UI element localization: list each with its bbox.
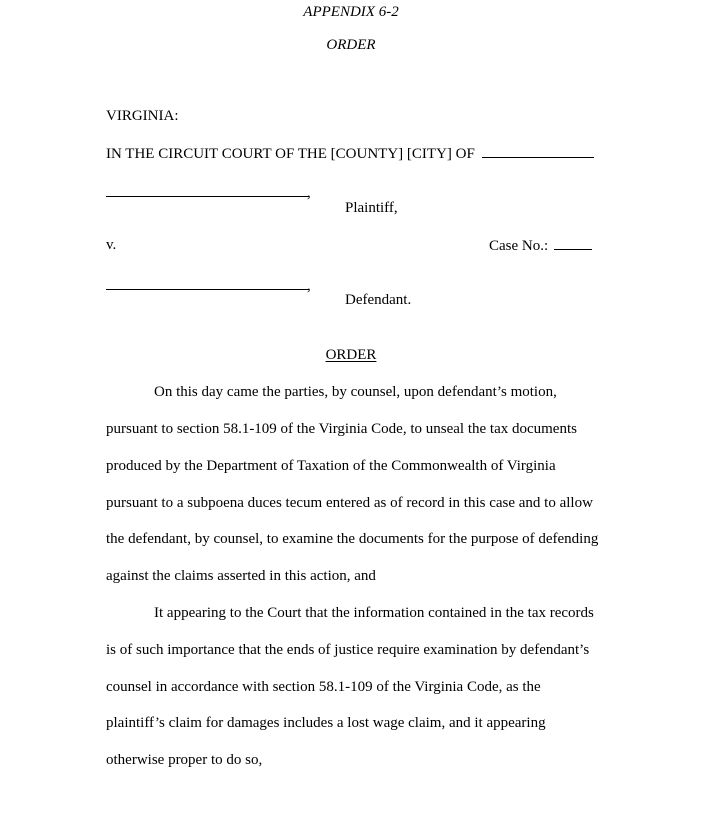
case-number (489, 236, 592, 255)
versus-label: v. (106, 237, 117, 253)
court-line-text: IN THE CIRCUIT COURT OF THE [COUNTY] [CITY] OF (106, 146, 475, 162)
paragraph1-line: against the claims asserted in this action, and (106, 568, 376, 584)
paragraph2-line: plaintiff’s claim for damages includes a lost wage claim, and it appearing (106, 715, 546, 731)
plaintiff-label: Plaintiff, (345, 200, 398, 216)
paragraph2-line: It appearing to the Court that the information contained in the tax records (154, 605, 594, 621)
jurisdiction-blank (482, 144, 594, 158)
paragraph2-line: is of such importance that the ends of justice require examination by defendant’s (106, 642, 590, 658)
order-title (0, 346, 702, 364)
defendant-label: Defendant. (345, 292, 412, 308)
court-line (106, 144, 594, 163)
paragraph1-line: the defendant, by counsel, to examine the documents for the purpose of defending (106, 531, 599, 547)
plaintiff-comma: , (307, 185, 311, 201)
plaintiff-name-blank (106, 196, 309, 197)
paragraph2-line: counsel in accordance with section 58.1-109 of the Virginia Code, as the (106, 679, 541, 695)
paragraph2-line: otherwise proper to do so, (106, 752, 263, 768)
defendant-comma: , (307, 278, 311, 294)
paragraph1-line: pursuant to section 58.1-109 of the Virginia Code, to unseal the tax documents (106, 421, 577, 437)
appendix-heading: ORDER (326, 37, 376, 53)
case-number-label: Case No.: (489, 238, 549, 254)
defendant-name-blank (106, 289, 309, 290)
paragraph1-line: On this day came the parties, by counsel, upon defendant’s motion, (154, 384, 557, 400)
case-number-blank (554, 236, 592, 250)
order-title-text: ORDER (325, 347, 377, 363)
appendix-label: APPENDIX 6-2 (303, 4, 399, 20)
paragraph1-line: pursuant to a subpoena duces tecum entered as of record in this case and to allow (106, 495, 593, 511)
paragraph1-line: produced by the Department of Taxation of the Commonwealth of Virginia (106, 458, 556, 474)
caption-state: VIRGINIA: (106, 108, 179, 124)
